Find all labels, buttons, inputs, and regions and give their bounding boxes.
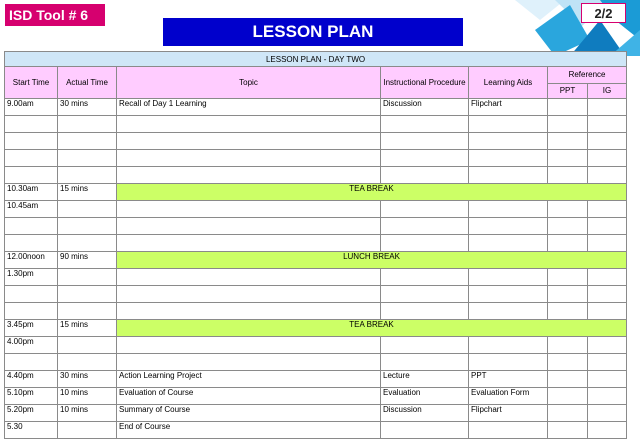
ig-cell [588, 235, 627, 252]
topic-cell [117, 167, 381, 184]
actual-time-cell [58, 303, 117, 320]
procedure-cell [381, 133, 469, 150]
learning-aids-cell [469, 167, 548, 184]
topic-cell: Evaluation of Course [117, 388, 381, 405]
ppt-cell [548, 354, 588, 371]
ppt-cell [548, 337, 588, 354]
learning-aids-cell [469, 133, 548, 150]
ig-cell [588, 133, 627, 150]
actual-time-cell [58, 269, 117, 286]
table-row [5, 218, 627, 235]
topic-cell [117, 218, 381, 235]
header-topic: Topic [117, 67, 381, 99]
ig-cell [588, 337, 627, 354]
actual-time-cell [58, 201, 117, 218]
actual-time-cell [58, 116, 117, 133]
table-row [5, 354, 627, 371]
topic-cell [117, 150, 381, 167]
table-row [5, 133, 627, 150]
learning-aids-cell [469, 201, 548, 218]
topic-cell [117, 133, 381, 150]
ig-cell [588, 354, 627, 371]
ppt-cell [548, 235, 588, 252]
start-time-cell [5, 354, 58, 371]
ig-cell [588, 371, 627, 388]
topic-cell [117, 116, 381, 133]
ig-cell [588, 150, 627, 167]
start-time-cell [5, 303, 58, 320]
table-row [5, 167, 627, 184]
procedure-cell [381, 337, 469, 354]
topic-cell [117, 269, 381, 286]
ig-cell [588, 99, 627, 116]
actual-time-cell [58, 218, 117, 235]
actual-time-cell [58, 133, 117, 150]
topic-cell: End of Course [117, 422, 381, 439]
ppt-cell [548, 116, 588, 133]
start-time-cell: 9.00am [5, 99, 58, 116]
procedure-cell [381, 167, 469, 184]
actual-time-cell [58, 354, 117, 371]
tool-badge: ISD Tool # 6 [5, 4, 105, 26]
page-number: 2/2 [581, 3, 626, 23]
ig-cell [588, 303, 627, 320]
ppt-cell [548, 150, 588, 167]
learning-aids-cell [469, 337, 548, 354]
break-label-cell: TEA BREAK [117, 184, 627, 201]
table-row [5, 405, 627, 422]
learning-aids-cell: Evaluation Form [469, 388, 548, 405]
learning-aids-cell: Flipchart [469, 99, 548, 116]
learning-aids-cell [469, 235, 548, 252]
topic-cell [117, 303, 381, 320]
start-time-cell: 4.00pm [5, 337, 58, 354]
ppt-cell [548, 422, 588, 439]
actual-time-cell [58, 150, 117, 167]
procedure-cell: Lecture [381, 371, 469, 388]
start-time-cell [5, 116, 58, 133]
table-row [5, 286, 627, 303]
learning-aids-cell: Flipchart [469, 405, 548, 422]
topic-cell [117, 337, 381, 354]
start-time-cell: 10.45am [5, 201, 58, 218]
procedure-cell [381, 150, 469, 167]
procedure-cell [381, 422, 469, 439]
ig-cell [588, 388, 627, 405]
start-time-cell: 5.20pm [5, 405, 58, 422]
actual-time-cell: 90 mins [58, 252, 117, 269]
table-row [5, 99, 627, 116]
table-row [5, 150, 627, 167]
start-time-cell [5, 235, 58, 252]
ppt-cell [548, 269, 588, 286]
actual-time-cell [58, 337, 117, 354]
start-time-cell [5, 150, 58, 167]
start-time-cell: 3.45pm [5, 320, 58, 337]
learning-aids-cell [469, 269, 548, 286]
ppt-cell [548, 303, 588, 320]
start-time-cell: 10.30am [5, 184, 58, 201]
topic-cell [117, 235, 381, 252]
ig-cell [588, 116, 627, 133]
topic-cell [117, 286, 381, 303]
topic-cell [117, 201, 381, 218]
break-label-cell: LUNCH BREAK [117, 252, 627, 269]
start-time-cell: 4.40pm [5, 371, 58, 388]
procedure-cell: Evaluation [381, 388, 469, 405]
start-time-cell [5, 286, 58, 303]
break-row [5, 252, 627, 269]
ig-cell [588, 422, 627, 439]
ppt-cell [548, 218, 588, 235]
procedure-cell: Discussion [381, 405, 469, 422]
start-time-cell: 12.00noon [5, 252, 58, 269]
actual-time-cell: 15 mins [58, 320, 117, 337]
learning-aids-cell: PPT [469, 371, 548, 388]
actual-time-cell [58, 286, 117, 303]
actual-time-cell [58, 235, 117, 252]
header-learning-aids: Learning Aids [469, 67, 548, 99]
actual-time-cell: 15 mins [58, 184, 117, 201]
actual-time-cell: 10 mins [58, 388, 117, 405]
page-title: LESSON PLAN [163, 18, 463, 46]
ppt-cell [548, 388, 588, 405]
start-time-cell: 5.10pm [5, 388, 58, 405]
ig-cell [588, 218, 627, 235]
topic-cell: Action Learning Project [117, 371, 381, 388]
ig-cell [588, 269, 627, 286]
learning-aids-cell [469, 116, 548, 133]
procedure-cell [381, 201, 469, 218]
header-start-time: Start Time [5, 67, 58, 99]
break-row [5, 320, 627, 337]
header-instructional-procedure: Instructional Procedure [381, 67, 469, 99]
procedure-cell [381, 354, 469, 371]
learning-aids-cell [469, 303, 548, 320]
learning-aids-cell [469, 218, 548, 235]
table-row [5, 116, 627, 133]
ppt-cell [548, 405, 588, 422]
header-ig: IG [588, 84, 627, 99]
table-row [5, 303, 627, 320]
procedure-cell [381, 286, 469, 303]
procedure-cell [381, 303, 469, 320]
procedure-cell [381, 116, 469, 133]
lesson-plan-rows [5, 99, 627, 439]
ppt-cell [548, 167, 588, 184]
ig-cell [588, 201, 627, 218]
table-row [5, 388, 627, 405]
ppt-cell [548, 371, 588, 388]
start-time-cell [5, 218, 58, 235]
topic-cell: Recall of Day 1 Learning [117, 99, 381, 116]
actual-time-cell: 30 mins [58, 99, 117, 116]
procedure-cell [381, 235, 469, 252]
start-time-cell: 1.30pm [5, 269, 58, 286]
header-reference: Reference [548, 67, 627, 84]
procedure-cell [381, 218, 469, 235]
actual-time-cell [58, 422, 117, 439]
table-row [5, 422, 627, 439]
ig-cell [588, 286, 627, 303]
table-row [5, 337, 627, 354]
table-row [5, 235, 627, 252]
learning-aids-cell [469, 354, 548, 371]
learning-aids-cell [469, 286, 548, 303]
learning-aids-cell [469, 150, 548, 167]
ppt-cell [548, 286, 588, 303]
topic-cell [117, 354, 381, 371]
table-row [5, 269, 627, 286]
start-time-cell: 5.30 [5, 422, 58, 439]
ig-cell [588, 167, 627, 184]
table-row [5, 371, 627, 388]
ppt-cell [548, 133, 588, 150]
actual-time-cell [58, 167, 117, 184]
actual-time-cell: 30 mins [58, 371, 117, 388]
procedure-cell: Discussion [381, 99, 469, 116]
break-label-cell: TEA BREAK [117, 320, 627, 337]
table-row [5, 201, 627, 218]
header-actual-time: Actual Time [58, 67, 117, 99]
actual-time-cell: 10 mins [58, 405, 117, 422]
ppt-cell [548, 201, 588, 218]
ig-cell [588, 405, 627, 422]
ppt-cell [548, 99, 588, 116]
break-row [5, 184, 627, 201]
lesson-plan-table [4, 51, 627, 439]
start-time-cell [5, 133, 58, 150]
learning-aids-cell [469, 422, 548, 439]
start-time-cell [5, 167, 58, 184]
header-ppt: PPT [548, 84, 588, 99]
table-title: LESSON PLAN - DAY TWO [5, 52, 627, 67]
procedure-cell [381, 269, 469, 286]
topic-cell: Summary of Course [117, 405, 381, 422]
